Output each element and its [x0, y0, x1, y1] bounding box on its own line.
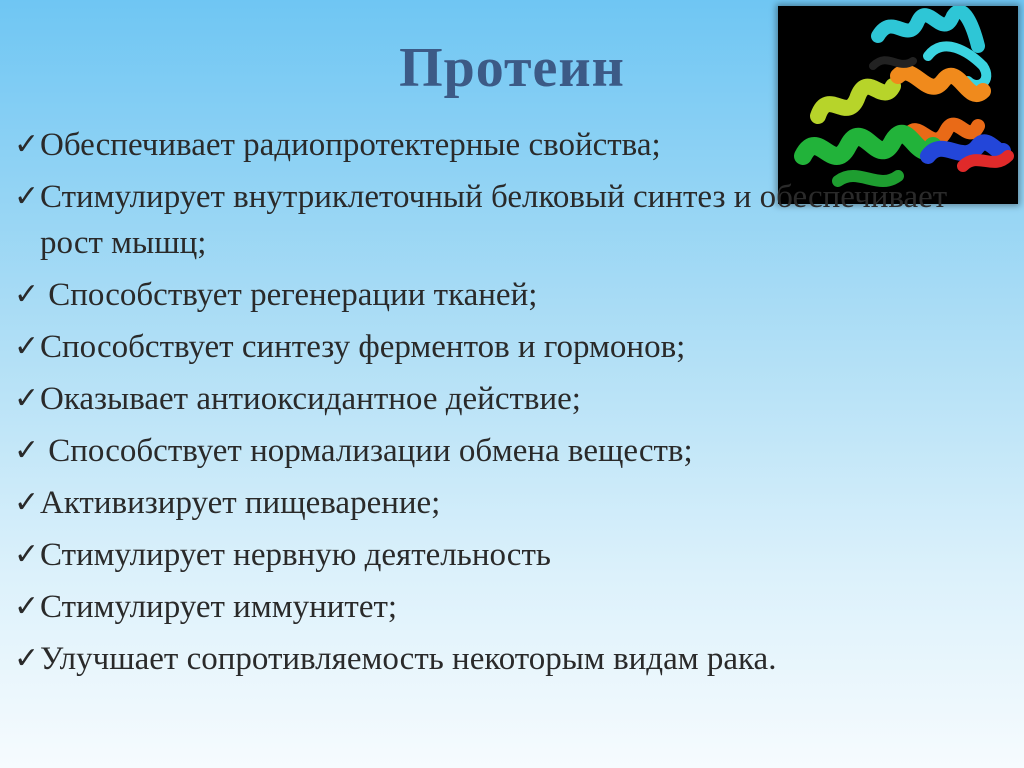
list-item-text: Активизирует пищеварение;	[40, 485, 441, 521]
check-icon: ✓	[14, 642, 40, 675]
list-item	[14, 174, 1014, 266]
list-item	[14, 636, 1014, 682]
benefits-list	[14, 122, 1014, 688]
list-item	[14, 584, 1014, 630]
list-item-text: Улучшает сопротивляемость некоторым видам рака.	[40, 641, 777, 677]
check-icon: ✓	[14, 180, 40, 213]
list-item	[14, 428, 1014, 474]
slide-title: Протеин	[399, 37, 625, 99]
list-item-text: Способствует нормализации обмена веществ;	[40, 433, 693, 469]
list-item	[14, 122, 1014, 168]
check-icon: ✓	[14, 330, 40, 363]
list-item-text: Стимулирует иммунитет;	[40, 589, 398, 625]
check-icon: ✓	[14, 538, 40, 571]
list-item-text: Способствует синтезу ферментов и гормонов;	[40, 329, 686, 365]
check-icon: ✓	[14, 590, 40, 623]
check-icon: ✓	[14, 128, 40, 161]
list-item-text: Способствует регенерации тканей;	[40, 277, 538, 313]
list-item	[14, 376, 1014, 422]
check-icon: ✓	[14, 382, 40, 415]
check-icon: ✓	[14, 486, 40, 519]
list-item-text: Обеспечивает радиопротектерные свойства;	[40, 127, 661, 163]
list-item	[14, 272, 1014, 318]
check-icon: ✓	[14, 278, 40, 311]
list-item-text: Стимулирует нервную деятельность	[40, 537, 551, 573]
list-item	[14, 324, 1014, 370]
list-item-text: Оказывает антиоксидантное действие;	[40, 381, 581, 417]
list-item-text: Стимулирует внутриклеточный белковый синтез и обеспечивает рост мышц;	[40, 179, 956, 261]
check-icon: ✓	[14, 434, 40, 467]
list-item	[14, 480, 1014, 526]
list-item	[14, 532, 1014, 578]
